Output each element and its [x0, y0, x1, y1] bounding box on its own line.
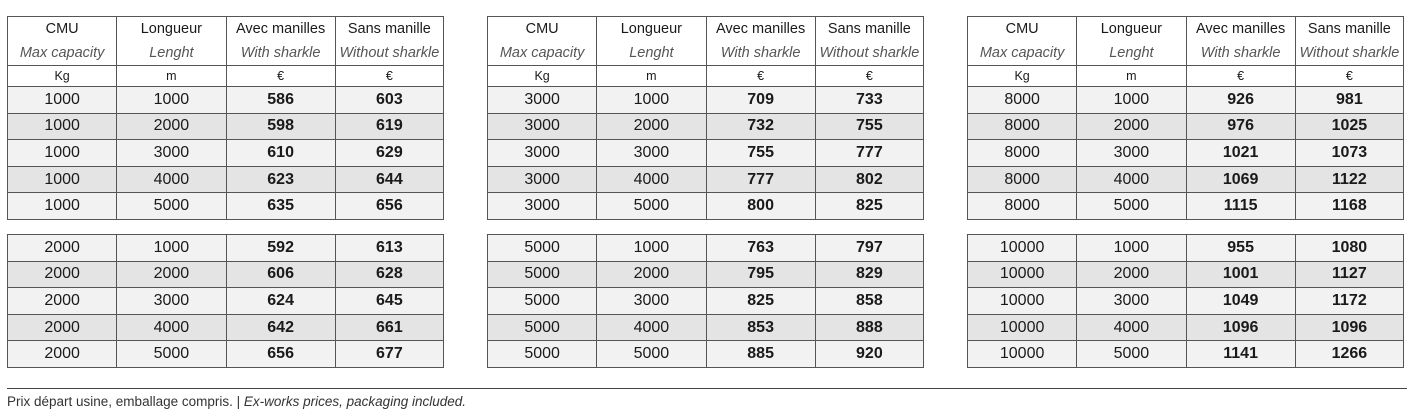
price-panel: [967, 16, 1404, 368]
price-with-shackle-cell: 1141: [1186, 341, 1295, 368]
table-row: [968, 87, 1404, 114]
price-with-shackle-cell: 955: [1186, 234, 1295, 261]
price-without-shackle-cell: 1127: [1295, 261, 1403, 288]
table-row: [968, 234, 1404, 261]
header-label: Longueur: [1077, 17, 1186, 42]
header-unit: m: [597, 66, 706, 87]
length-cell: 2000: [597, 113, 706, 140]
capacity-cell: 5000: [488, 314, 597, 341]
header-label-en: Max capacity: [968, 41, 1077, 66]
header-row: [488, 17, 924, 42]
price-without-shackle-cell: 1073: [1295, 140, 1403, 167]
length-cell: 5000: [597, 341, 706, 368]
price-without-shackle-cell: 1025: [1295, 113, 1403, 140]
price-without-shackle-cell: 920: [815, 341, 923, 368]
price-with-shackle-cell: 624: [226, 288, 335, 315]
header-row: [8, 41, 444, 66]
capacity-cell: 5000: [488, 234, 597, 261]
price-without-shackle-cell: 645: [335, 288, 443, 315]
length-cell: 5000: [1077, 193, 1186, 220]
price-with-shackle-cell: 635: [226, 193, 335, 220]
price-with-shackle-cell: 732: [706, 113, 815, 140]
price-without-shackle-cell: 1266: [1295, 341, 1403, 368]
table-row: [968, 314, 1404, 341]
header-label-en: With sharkle: [226, 41, 335, 66]
price-with-shackle-cell: 610: [226, 140, 335, 167]
length-cell: 2000: [1077, 113, 1186, 140]
header-unit: Kg: [488, 66, 597, 87]
length-cell: 4000: [117, 166, 226, 193]
price-table: [967, 16, 1404, 220]
header-label: Sans manille: [1295, 17, 1403, 42]
capacity-cell: 3000: [488, 113, 597, 140]
length-cell: 2000: [597, 261, 706, 288]
price-with-shackle-cell: 976: [1186, 113, 1295, 140]
capacity-cell: 8000: [968, 140, 1077, 167]
price-with-shackle-cell: 1001: [1186, 261, 1295, 288]
table-row: [488, 193, 924, 220]
header-label-en: With sharkle: [1186, 41, 1295, 66]
table-row: [968, 113, 1404, 140]
capacity-cell: 8000: [968, 193, 1077, 220]
group-gap: [7, 220, 444, 234]
capacity-cell: 3000: [488, 140, 597, 167]
price-table: [967, 234, 1404, 368]
price-with-shackle-cell: 709: [706, 87, 815, 114]
header-label: Avec manilles: [706, 17, 815, 42]
price-with-shackle-cell: 592: [226, 234, 335, 261]
table-row: [8, 113, 444, 140]
length-cell: 4000: [1077, 166, 1186, 193]
capacity-cell: 10000: [968, 341, 1077, 368]
header-label-en: Lenght: [1077, 41, 1186, 66]
header-unit: m: [1077, 66, 1186, 87]
price-with-shackle-cell: 800: [706, 193, 815, 220]
table-row: [8, 166, 444, 193]
table-row: [968, 193, 1404, 220]
price-with-shackle-cell: 1115: [1186, 193, 1295, 220]
table-row: [968, 166, 1404, 193]
length-cell: 5000: [597, 193, 706, 220]
price-panel: [487, 16, 924, 368]
header-unit: €: [1295, 66, 1403, 87]
price-panel: [7, 16, 444, 368]
price-without-shackle-cell: 1172: [1295, 288, 1403, 315]
price-without-shackle-cell: 858: [815, 288, 923, 315]
price-without-shackle-cell: 656: [335, 193, 443, 220]
header-label: Longueur: [597, 17, 706, 42]
capacity-cell: 3000: [488, 193, 597, 220]
header-label-en: Lenght: [597, 41, 706, 66]
length-cell: 5000: [117, 341, 226, 368]
header-label-en: Without sharkle: [815, 41, 923, 66]
price-without-shackle-cell: 1096: [1295, 314, 1403, 341]
capacity-cell: 5000: [488, 288, 597, 315]
table-row: [8, 193, 444, 220]
header-unit: €: [706, 66, 815, 87]
price-without-shackle-cell: 755: [815, 113, 923, 140]
price-without-shackle-cell: 1122: [1295, 166, 1403, 193]
capacity-cell: 1000: [8, 193, 117, 220]
length-cell: 2000: [1077, 261, 1186, 288]
table-row: [488, 288, 924, 315]
capacity-cell: 2000: [8, 261, 117, 288]
table-row: [968, 288, 1404, 315]
price-without-shackle-cell: 1080: [1295, 234, 1403, 261]
table-row: [488, 234, 924, 261]
price-table: [7, 16, 444, 220]
price-with-shackle-cell: 795: [706, 261, 815, 288]
group-gap: [487, 220, 924, 234]
footer-note: [7, 394, 466, 409]
price-with-shackle-cell: 763: [706, 234, 815, 261]
table-row: [488, 261, 924, 288]
table-row: [8, 140, 444, 167]
capacity-cell: 10000: [968, 314, 1077, 341]
price-with-shackle-cell: 777: [706, 166, 815, 193]
header-row: [968, 41, 1404, 66]
price-with-shackle-cell: 1096: [1186, 314, 1295, 341]
header-label-en: With sharkle: [706, 41, 815, 66]
capacity-cell: 2000: [8, 234, 117, 261]
header-row: [8, 17, 444, 42]
price-without-shackle-cell: 888: [815, 314, 923, 341]
length-cell: 1000: [597, 234, 706, 261]
length-cell: 4000: [1077, 314, 1186, 341]
price-with-shackle-cell: 656: [226, 341, 335, 368]
table-row: [968, 140, 1404, 167]
length-cell: 3000: [597, 140, 706, 167]
length-cell: 2000: [117, 261, 226, 288]
header-label: CMU: [488, 17, 597, 42]
table-row: [8, 261, 444, 288]
header-unit: €: [226, 66, 335, 87]
header-unit: €: [815, 66, 923, 87]
price-without-shackle-cell: 733: [815, 87, 923, 114]
header-label: CMU: [968, 17, 1077, 42]
capacity-cell: 1000: [8, 87, 117, 114]
header-label: Sans manille: [815, 17, 923, 42]
header-label: Avec manilles: [1186, 17, 1295, 42]
price-without-shackle-cell: 629: [335, 140, 443, 167]
price-without-shackle-cell: 628: [335, 261, 443, 288]
capacity-cell: 2000: [8, 288, 117, 315]
capacity-cell: 1000: [8, 140, 117, 167]
table-row: [8, 314, 444, 341]
table-row: [968, 261, 1404, 288]
price-without-shackle-cell: 797: [815, 234, 923, 261]
header-label-en: Without sharkle: [1295, 41, 1403, 66]
price-with-shackle-cell: 1069: [1186, 166, 1295, 193]
price-with-shackle-cell: 853: [706, 314, 815, 341]
price-with-shackle-cell: 1049: [1186, 288, 1295, 315]
price-with-shackle-cell: 755: [706, 140, 815, 167]
price-with-shackle-cell: 926: [1186, 87, 1295, 114]
group-gap: [967, 220, 1404, 234]
price-table: [487, 234, 924, 368]
price-without-shackle-cell: 825: [815, 193, 923, 220]
length-cell: 1000: [117, 234, 226, 261]
header-row: [8, 66, 444, 87]
header-label: Longueur: [117, 17, 226, 42]
capacity-cell: 5000: [488, 341, 597, 368]
header-label: CMU: [8, 17, 117, 42]
footer-divider: [7, 388, 1407, 389]
header-row: [488, 66, 924, 87]
length-cell: 5000: [117, 193, 226, 220]
capacity-cell: 2000: [8, 314, 117, 341]
capacity-cell: 8000: [968, 113, 1077, 140]
header-unit: Kg: [8, 66, 117, 87]
table-row: [8, 288, 444, 315]
table-row: [488, 314, 924, 341]
length-cell: 4000: [597, 166, 706, 193]
capacity-cell: 8000: [968, 166, 1077, 193]
price-without-shackle-cell: 981: [1295, 87, 1403, 114]
price-with-shackle-cell: 586: [226, 87, 335, 114]
price-with-shackle-cell: 606: [226, 261, 335, 288]
capacity-cell: 10000: [968, 288, 1077, 315]
header-row: [968, 17, 1404, 42]
length-cell: 4000: [117, 314, 226, 341]
capacity-cell: 2000: [8, 341, 117, 368]
length-cell: 1000: [1077, 87, 1186, 114]
table-row: [8, 234, 444, 261]
header-row: [968, 66, 1404, 87]
price-with-shackle-cell: 825: [706, 288, 815, 315]
length-cell: 3000: [1077, 288, 1186, 315]
length-cell: 1000: [117, 87, 226, 114]
price-table: [487, 16, 924, 220]
length-cell: 4000: [597, 314, 706, 341]
length-cell: 2000: [117, 113, 226, 140]
price-without-shackle-cell: 603: [335, 87, 443, 114]
capacity-cell: 8000: [968, 87, 1077, 114]
price-with-shackle-cell: 623: [226, 166, 335, 193]
length-cell: 3000: [117, 140, 226, 167]
table-row: [488, 341, 924, 368]
header-label-en: Lenght: [117, 41, 226, 66]
header-unit: m: [117, 66, 226, 87]
length-cell: 1000: [1077, 234, 1186, 261]
header-unit: €: [335, 66, 443, 87]
length-cell: 1000: [597, 87, 706, 114]
capacity-cell: 10000: [968, 261, 1077, 288]
price-without-shackle-cell: 677: [335, 341, 443, 368]
table-row: [8, 87, 444, 114]
footer-note-en: Ex-works prices, packaging included.: [243, 394, 466, 409]
table-row: [968, 341, 1404, 368]
price-with-shackle-cell: 598: [226, 113, 335, 140]
length-cell: 3000: [597, 288, 706, 315]
price-without-shackle-cell: 829: [815, 261, 923, 288]
capacity-cell: 1000: [8, 113, 117, 140]
price-with-shackle-cell: 885: [706, 341, 815, 368]
price-table: [7, 234, 444, 368]
header-label-en: Max capacity: [488, 41, 597, 66]
table-row: [488, 166, 924, 193]
capacity-cell: 1000: [8, 166, 117, 193]
table-row: [488, 87, 924, 114]
price-without-shackle-cell: 777: [815, 140, 923, 167]
price-without-shackle-cell: 661: [335, 314, 443, 341]
price-without-shackle-cell: 802: [815, 166, 923, 193]
header-label-en: Without sharkle: [335, 41, 443, 66]
price-without-shackle-cell: 1168: [1295, 193, 1403, 220]
table-row: [8, 341, 444, 368]
table-row: [488, 113, 924, 140]
capacity-cell: 5000: [488, 261, 597, 288]
header-unit: Kg: [968, 66, 1077, 87]
price-without-shackle-cell: 613: [335, 234, 443, 261]
price-with-shackle-cell: 1021: [1186, 140, 1295, 167]
capacity-cell: 10000: [968, 234, 1077, 261]
footer-note-fr: Prix départ usine, emballage compris. |: [7, 394, 241, 409]
capacity-cell: 3000: [488, 166, 597, 193]
capacity-cell: 3000: [488, 87, 597, 114]
header-unit: €: [1186, 66, 1295, 87]
length-cell: 5000: [1077, 341, 1186, 368]
table-row: [488, 140, 924, 167]
header-label: Sans manille: [335, 17, 443, 42]
header-row: [488, 41, 924, 66]
header-label: Avec manilles: [226, 17, 335, 42]
length-cell: 3000: [1077, 140, 1186, 167]
price-without-shackle-cell: 644: [335, 166, 443, 193]
header-label-en: Max capacity: [8, 41, 117, 66]
price-with-shackle-cell: 642: [226, 314, 335, 341]
price-without-shackle-cell: 619: [335, 113, 443, 140]
length-cell: 3000: [117, 288, 226, 315]
